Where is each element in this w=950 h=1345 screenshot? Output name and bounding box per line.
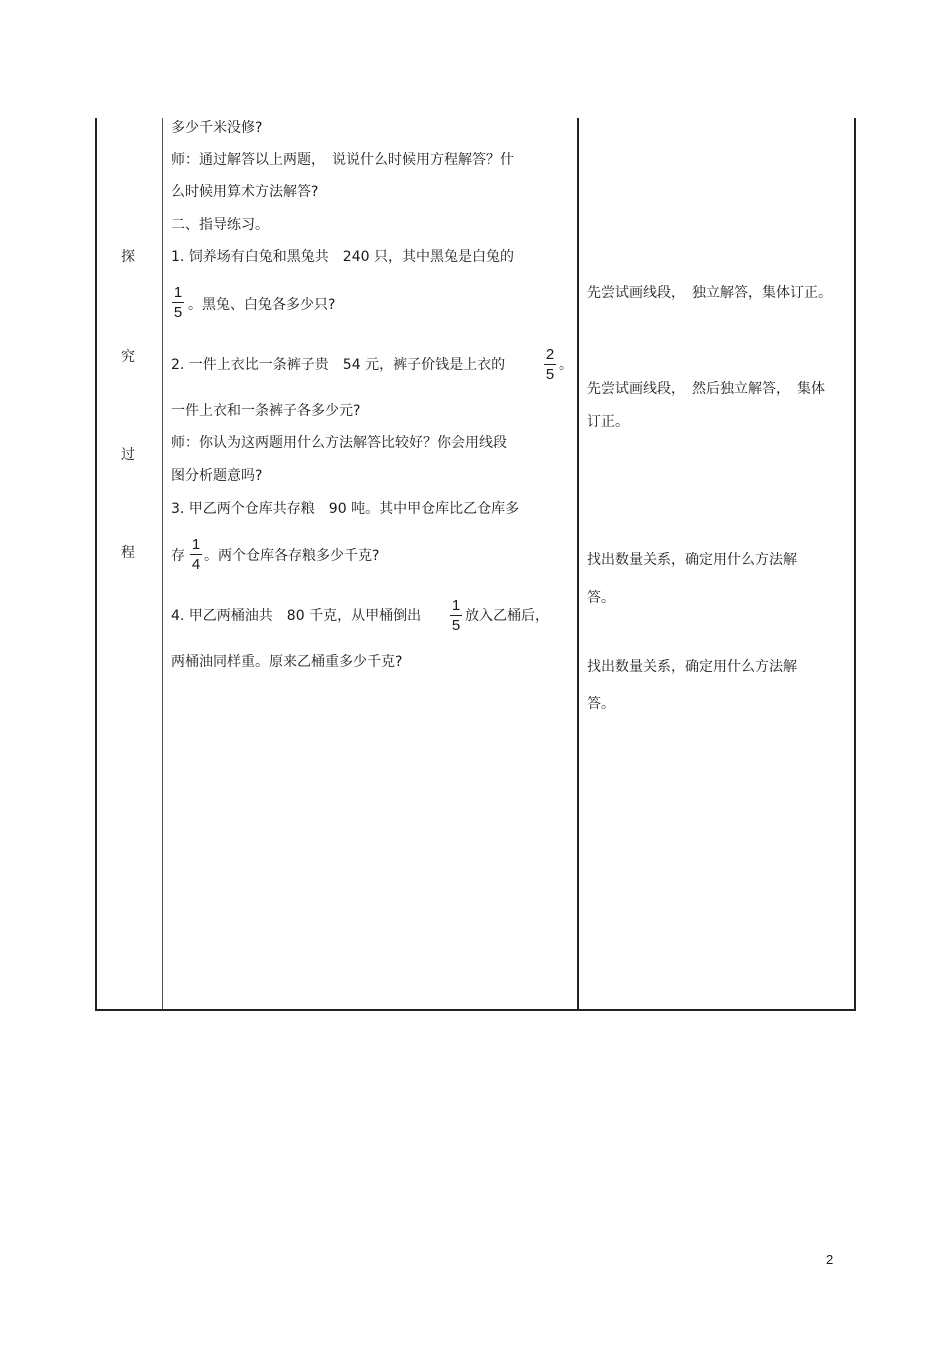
fraction-bar [172,302,184,303]
problem-2-text-cont: 一件上衣和一条裤子各多少元? [171,403,361,419]
fraction-bar [544,364,556,365]
fraction-bar [450,615,462,616]
content-line-3: 么时候用算术方法解答? [171,184,319,200]
problem-3-text: 3. 甲乙两个仓库共存粮 90 吨。其中甲仓库比乙仓库多 [171,501,520,517]
note-2-line-2: 订正。 [587,414,629,430]
problem-4-fraction [449,597,463,634]
problem-1-text: 1. 饲养场有白兔和黑兔共 240 只，其中黑兔是白兔的 [171,249,514,265]
note-2-line-1: 先尝试画线段， 然后独立解答， 集体 [587,381,825,397]
fraction-denominator: 5 [451,617,461,634]
problem-2-text: 2. 一件上衣比一条裤子贵 54 元，裤子价钱是上衣的 [171,357,506,373]
problem-2-fraction [543,346,557,383]
problem-3-prefix: 存 [171,548,185,564]
table-middle-divider [577,118,579,1011]
label-char-1: 探 [121,249,135,265]
table-label-divider [162,118,163,1011]
content-line-1: 多少千米没修? [171,120,263,136]
page-number: 2 [826,1252,834,1267]
teacher-question-b: 图分析题意吗? [171,468,263,484]
fraction-denominator: 4 [191,556,201,573]
table-bottom-border [95,1009,856,1011]
problem-3-text-cont: 。两个仓库各存粮多少千克? [204,548,380,564]
table-right-border [854,118,856,1011]
problem-1-fraction [171,284,185,321]
label-char-3: 过 [121,447,135,463]
problem-4-text: 4. 甲乙两桶油共 80 千克，从甲桶倒出 [171,608,422,624]
problem-4-text-mid: 放入乙桶后， [465,608,549,624]
problem-4-text-cont: 两桶油同样重。原来乙桶重多少千克? [171,654,403,670]
teacher-question-a: 师：你认为这两题用什么方法解答比较好？你会用线段 [171,435,507,451]
fraction-numerator: 1 [173,284,183,301]
fraction-numerator: 2 [545,346,555,363]
table-left-border [95,118,97,1011]
content-line-2: 师：通过解答以上两题， 说说什么时候用方程解答？什 [171,152,514,168]
note-4-line-1: 找出数量关系，确定用什么方法解 [587,659,797,675]
fraction-denominator: 5 [545,366,555,383]
content-line-4: 二、指导练习。 [171,217,269,233]
fraction-denominator: 5 [173,304,183,321]
note-3-line-2: 答。 [587,590,615,606]
fraction-bar [190,554,202,555]
label-char-4: 程 [121,545,135,561]
note-3-line-1: 找出数量关系，确定用什么方法解 [587,552,797,568]
fraction-numerator: 1 [191,536,201,553]
fraction-numerator: 1 [451,597,461,614]
note-4-line-2: 答。 [587,696,615,712]
note-1: 先尝试画线段， 独立解答，集体订正。 [587,285,832,301]
problem-2-period: 。 [559,357,573,373]
problem-1-text-cont: 。黑兔、白兔各多少只? [188,297,336,313]
label-char-2: 究 [121,349,135,365]
problem-3-fraction [189,536,203,573]
